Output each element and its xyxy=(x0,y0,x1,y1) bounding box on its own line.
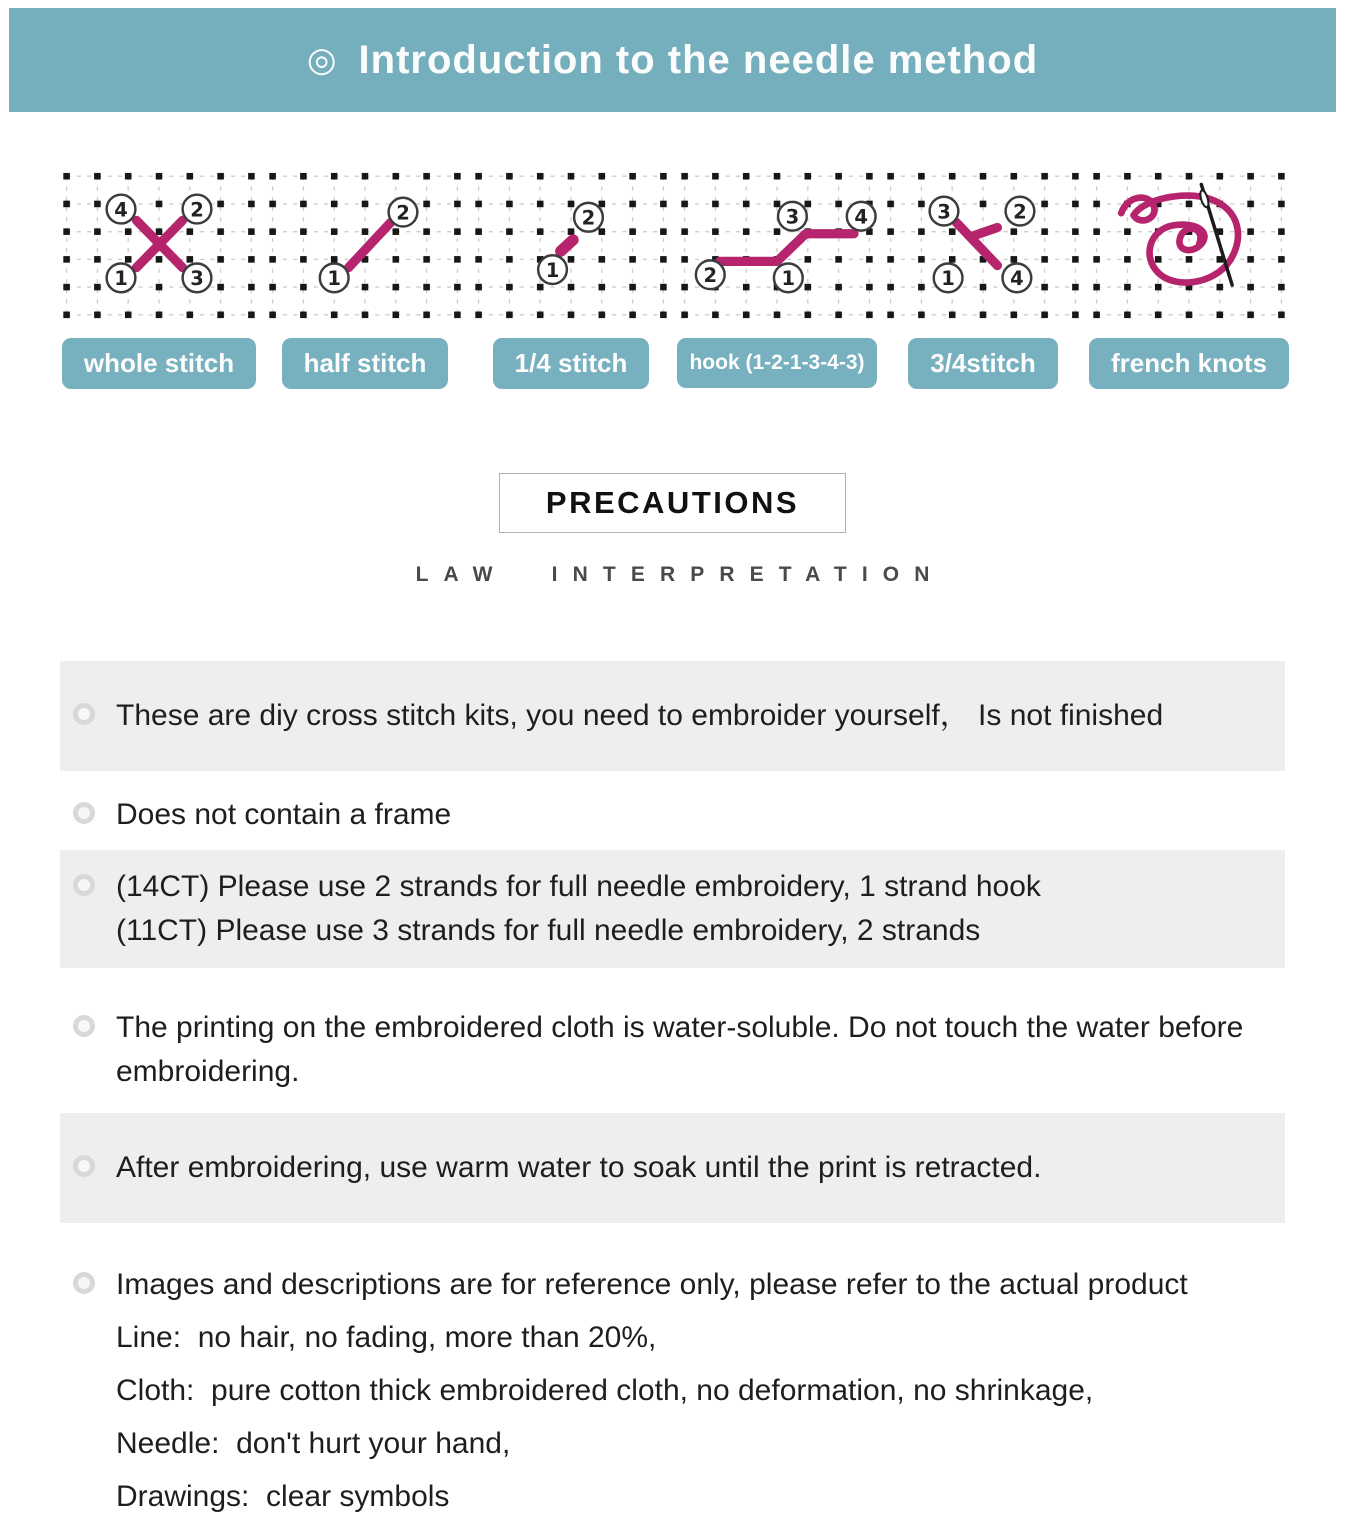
note-subline-cloth: Cloth: pure cotton thick embroidered cloth, no deformation, no shrinkage, xyxy=(116,1373,1094,1407)
ring-bullet-icon xyxy=(73,703,95,725)
stitch-point xyxy=(774,263,803,292)
precautions-list xyxy=(0,661,1345,1519)
stitch-point xyxy=(934,263,963,292)
stitch-point xyxy=(183,263,212,292)
svg-text:2: 2 xyxy=(396,201,410,225)
ring-bullet-icon xyxy=(73,1272,95,1294)
svg-text:2: 2 xyxy=(581,206,596,230)
svg-text:3: 3 xyxy=(190,267,204,291)
stitch-figure-french-knots xyxy=(1086,168,1292,389)
svg-text:1: 1 xyxy=(327,267,341,291)
svg-text:1: 1 xyxy=(545,258,560,282)
stitch-method-row xyxy=(0,168,1345,389)
stitch-label-three-quarter-stitch: 3/4stitch xyxy=(908,338,1058,389)
svg-text:2: 2 xyxy=(190,198,204,222)
stitch-label-quarter-stitch: 1/4 stitch xyxy=(493,338,650,389)
ring-bullet-icon xyxy=(73,1015,95,1037)
svg-text:1: 1 xyxy=(114,267,128,291)
note-text: These are diy cross stitch kits, you need to embroider yourself， Is not finished xyxy=(116,699,1164,732)
stitch-diagram-three-quarter-stitch xyxy=(880,168,1086,322)
stitch-point xyxy=(183,195,212,224)
svg-text:4: 4 xyxy=(854,205,868,229)
stitch-point xyxy=(320,263,349,292)
half-stitch-stroke xyxy=(349,222,391,267)
note-subline-line: Line: no hair, no fading, more than 20%, xyxy=(116,1320,657,1354)
stitch-point xyxy=(696,260,725,289)
note-text: Images and descriptions are for reference only, please refer to the actual product xyxy=(116,1267,1188,1301)
three-quarter-stitch-branch xyxy=(971,228,998,237)
svg-text:3: 3 xyxy=(785,205,800,229)
stitch-label-french-knots: french knots xyxy=(1089,338,1289,389)
stitch-point xyxy=(1006,197,1035,226)
note-subline-needle: Needle: don't hurt your hand, xyxy=(116,1426,511,1460)
note-strands xyxy=(60,850,1285,968)
stitch-point xyxy=(107,195,136,224)
svg-text:1: 1 xyxy=(781,267,796,291)
note-soak xyxy=(60,1113,1285,1223)
stitch-point xyxy=(538,255,567,284)
ring-bullet-icon xyxy=(73,802,95,824)
svg-text:3: 3 xyxy=(937,200,951,224)
precautions-title: PRECAUTIONS xyxy=(499,473,846,533)
ring-bullet-icon xyxy=(73,1155,95,1177)
note-text: The printing on the embroidered cloth is water-soluble. Do not touch the water before embroidering. xyxy=(116,1011,1244,1089)
needle-eye xyxy=(1199,189,1210,208)
stitch-diagram-whole-stitch xyxy=(56,168,262,322)
fabric-grid xyxy=(681,173,872,318)
stitch-point xyxy=(930,197,959,226)
stitch-diagram-half-stitch xyxy=(262,168,468,322)
svg-text:1: 1 xyxy=(941,267,955,291)
note-text: Does not contain a frame xyxy=(116,798,452,832)
stitch-label-hook: hook (1-2-1-3-4-3) xyxy=(677,338,876,388)
stitch-figure-half-stitch xyxy=(262,168,468,389)
note-text-line: (11CT) Please use 3 strands for full needle embroidery, 2 strands xyxy=(116,914,981,948)
french-knot-thread xyxy=(1121,196,1238,283)
svg-text:2: 2 xyxy=(1013,200,1027,224)
stitch-figure-whole-stitch xyxy=(56,168,262,389)
ring-bullet-icon xyxy=(73,874,95,896)
note-text-line: (14CT) Please use 2 strands for full needle embroidery, 1 strand hook xyxy=(116,870,1041,904)
stitch-label-half-stitch: half stitch xyxy=(282,338,449,389)
note-reference xyxy=(60,1263,1285,1519)
bullseye-icon: ◎ xyxy=(306,41,337,79)
stitch-label-whole-stitch: whole stitch xyxy=(62,338,256,389)
svg-text:4: 4 xyxy=(114,198,128,222)
note-subline-drawings: Drawings: clear symbols xyxy=(116,1480,450,1514)
stitch-figure-quarter-stitch xyxy=(468,168,674,389)
note-no-frame xyxy=(60,793,1285,837)
stitch-point xyxy=(107,263,136,292)
note-water-soluble xyxy=(60,1006,1285,1094)
stitch-figure-three-quarter-stitch xyxy=(880,168,1086,389)
stitch-figure-hook xyxy=(674,168,880,389)
stitch-point xyxy=(1003,263,1032,292)
svg-text:4: 4 xyxy=(1010,267,1024,291)
stitch-diagram-quarter-stitch xyxy=(468,168,674,322)
stitch-point xyxy=(574,203,603,232)
stitch-point xyxy=(778,202,807,231)
stitch-point xyxy=(847,202,876,231)
page-title: Introduction to the needle method xyxy=(358,37,1039,82)
stitch-diagram-hook xyxy=(674,168,880,322)
hook-stitch-stroke xyxy=(720,234,854,262)
stitch-point xyxy=(389,198,418,227)
note-diy-kit xyxy=(60,661,1285,771)
page-header xyxy=(9,8,1336,112)
precautions-subtitle: LAW INTERPRETATION xyxy=(415,563,945,586)
svg-text:2: 2 xyxy=(703,263,718,287)
stitch-diagram-french-knots xyxy=(1086,168,1292,322)
note-text: After embroidering, use warm water to soak until the print is retracted. xyxy=(116,1150,1042,1184)
